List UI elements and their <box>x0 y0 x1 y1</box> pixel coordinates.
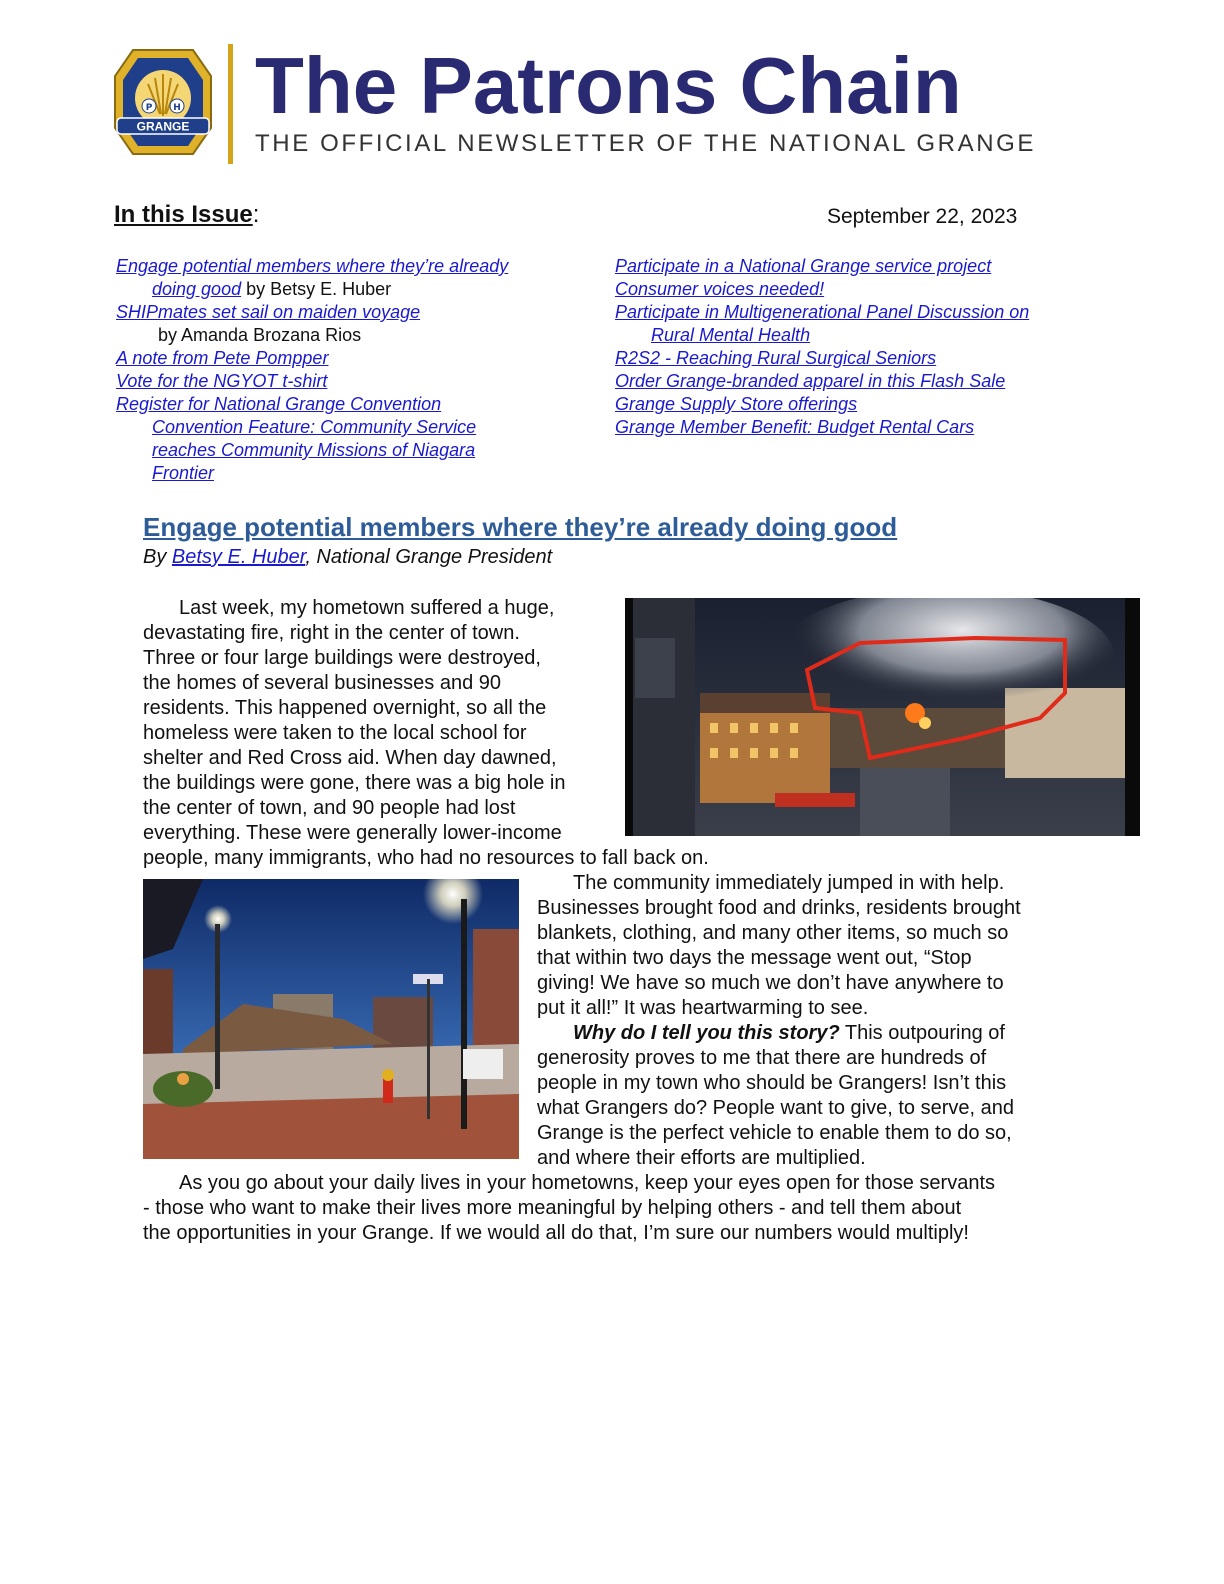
p1-line: the center of town, and 90 people had lost <box>143 797 516 819</box>
p4-line: the opportunities in your Grange. If we would all do that, I’m sure our numbers would multiply! <box>143 1222 969 1244</box>
grange-logo <box>113 46 213 158</box>
p1-line: Last week, my hometown suffered a huge, <box>179 597 555 619</box>
toc-link-flash-sale[interactable]: Order Grange-branded apparel in this Flash Sale <box>615 371 1006 391</box>
logo-letter-p: P <box>145 103 153 113</box>
p1-line: residents. This happened overnight, so all the <box>143 697 547 719</box>
toc-left-column <box>116 255 576 485</box>
toc-link-service-project[interactable]: Participate in a National Grange service project <box>615 256 992 276</box>
p3-question: Why do I tell you this story? <box>573 1022 840 1044</box>
toc-byline-rios: by Amanda Brozana Rios <box>158 325 362 345</box>
toc-link-convention-feature[interactable]: Convention Feature: Community Service <box>152 417 477 437</box>
toc-link-panel-discussion-2[interactable]: Rural Mental Health <box>651 325 811 345</box>
article-paragraph-2 <box>537 871 1077 1171</box>
byline-prefix: By <box>143 546 172 568</box>
p2-line: giving! We have so much we don’t have anywhere to <box>537 972 1004 994</box>
toc-right-column <box>615 255 1095 439</box>
toc-link-shipmates[interactable]: SHIPmates set sail on maiden voyage <box>116 302 421 322</box>
p3-first-line-rest: This outpouring of <box>839 1022 1005 1044</box>
p1-line: the buildings were gone, there was a big hole in <box>143 772 566 794</box>
p2-line: The community immediately jumped in with help. <box>573 872 1005 894</box>
p4-line: - those who want to make their lives more meaningful by helping others - and tell them about <box>143 1197 962 1219</box>
p4-line: As you go about your daily lives in your hometowns, keep your eyes open for those servants <box>179 1172 996 1194</box>
toc-link-panel-discussion[interactable]: Participate in Multigenerational Panel Discussion on <box>615 302 1030 322</box>
byline-suffix: , National Grange President <box>305 546 553 568</box>
toc-link-budget-rental[interactable]: Grange Member Benefit: Budget Rental Cars <box>615 417 975 437</box>
in-this-issue-heading <box>114 201 259 229</box>
p1-line: people, many immigrants, who had no resources to fall back on. <box>143 847 709 869</box>
toc-link-r2s2[interactable]: R2S2 - Reaching Rural Surgical Seniors <box>615 348 937 368</box>
p2-line: Businesses brought food and drinks, residents brought <box>537 897 1021 919</box>
p1-line: Three or four large buildings were destroyed, <box>143 647 541 669</box>
toc-link-ngyot[interactable]: Vote for the NGYOT t-shirt <box>116 371 328 391</box>
p2-line: that within two days the message went out, “Stop <box>537 947 972 969</box>
masthead-divider <box>228 44 233 164</box>
article-byline <box>143 546 552 569</box>
p3-line: generosity proves to me that there are hundreds of <box>537 1047 987 1069</box>
byline-author-link[interactable]: Betsy E. Huber <box>171 546 306 568</box>
p2-line: put it all!” It was heartwarming to see. <box>537 997 869 1019</box>
toc-link-convention-feature-2[interactable]: reaches Community Missions of Niagara <box>152 440 476 460</box>
logo-letter-h: H <box>173 103 181 113</box>
newsletter-subtitle: THE OFFICIAL NEWSLETTER OF THE NATIONAL GRANGE <box>255 130 1037 157</box>
p1-line: shelter and Red Cross aid. When day dawned, <box>143 747 557 769</box>
toc-byline-huber: by Betsy E. Huber <box>241 279 392 299</box>
p1-line: the homes of several businesses and 90 <box>143 672 501 694</box>
issue-date: September 22, 2023 <box>827 205 1018 228</box>
toc-link-engage[interactable]: Engage potential members where they’re already <box>116 256 509 276</box>
issue-heading-text: In this Issue <box>114 201 253 228</box>
p1-line: everything. These were generally lower-income <box>143 822 562 844</box>
logo-text: GRANGE <box>136 119 190 134</box>
article-paragraph-1 <box>143 596 709 871</box>
issue-heading-colon: : <box>252 201 260 228</box>
p3-line: what Grangers do? People want to give, to serve, and <box>537 1097 1014 1119</box>
article-paragraph-4 <box>143 1171 1083 1246</box>
toc-link-pompper[interactable]: A note from Pete Pompper <box>116 348 329 368</box>
toc-link-engage-cont[interactable]: doing good <box>152 279 242 299</box>
article-title[interactable]: Engage potential members where they’re already doing good <box>143 512 898 542</box>
fire-aerial-photo <box>625 598 1140 836</box>
p1-line: homeless were taken to the local school for <box>143 722 527 744</box>
p3-line: and where their efforts are multiplied. <box>537 1147 866 1169</box>
p1-line: devastating fire, right in the center of town. <box>143 622 520 644</box>
toc-link-convention-feature-3[interactable]: Frontier <box>152 463 215 483</box>
toc-link-convention[interactable]: Register for National Grange Convention <box>116 394 442 414</box>
p2-line: blankets, clothing, and many other items, so much so <box>537 922 1009 944</box>
newsletter-title: The Patrons Chain <box>255 41 962 130</box>
toc-link-consumer-voices[interactable]: Consumer voices needed! <box>615 279 825 299</box>
toc-link-supply-store[interactable]: Grange Supply Store offerings <box>615 394 858 414</box>
p3-first-line <box>537 1021 1077 1046</box>
street-aftermath-photo <box>143 879 519 1159</box>
p3-line: Grange is the perfect vehicle to enable them to do so, <box>537 1122 1012 1144</box>
p3-line: people in my town who should be Grangers! Isn’t this <box>537 1072 1007 1094</box>
